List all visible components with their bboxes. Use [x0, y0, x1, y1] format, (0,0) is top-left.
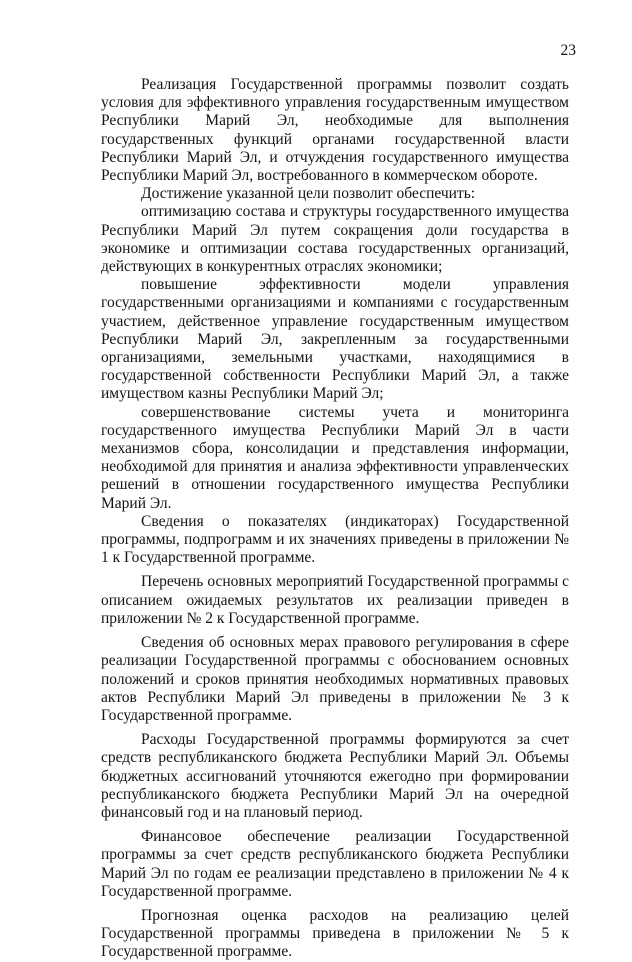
- paragraph: Реализация Государственной программы позволит создать условия для эффективного управления государственным имуществом Республики Марий Эл, необходимые для выполнения государственных функций органами государственной власти Республики Марий Эл, и отчуждения государственного имущества Республики Марий Эл, востребованного в коммерческом обороте.: [101, 76, 569, 185]
- paragraph: повышение эффективности модели управления государственными организациями и компаниями с государственным участием, действенное управление государственным имуществом Республики Марий Эл, закрепленным за государственными организациями, земельными участками, находящимися в государственной собственности Республики Марий Эл, а также имуществом казны Республики Марий Эл;: [101, 276, 569, 403]
- document-body: [101, 76, 569, 962]
- page-number: 23: [560, 42, 576, 59]
- paragraph: оптимизацию состава и структуры государственного имущества Республики Марий Эл путем сокращения доли государства в экономике и оптимизации состава государственных организаций, действующих в конкурентных отраслях экономики;: [101, 203, 569, 276]
- paragraph: Перечень основных мероприятий Государственной программы с описанием ожидаемых результатов их реализации приведен в приложении № 2 к Государственной программе.: [101, 573, 569, 627]
- paragraph: Финансовое обеспечение реализации Государственной программы за счет средств республиканского бюджета Республики Марий Эл по годам ее реализации представлено в приложении № 4 к Государственной программе.: [101, 828, 569, 900]
- paragraph: Расходы Государственной программы формируются за счет средств республиканского бюджета Республики Марий Эл. Объемы бюджетных ассигнований уточняются ежегодно при формировании республиканского бюджета Республики Марий Эл на очередной финансовый год и на плановый период.: [101, 731, 569, 821]
- paragraph: Сведения об основных мерах правового регулирования в сфере реализации Государственной программы с обоснованием основных положений и сроков принятия необходимых нормативных правовых актов Республики Марий Эл приведены в приложении № 3 к Государственной программе.: [101, 634, 569, 724]
- paragraph: Сведения о показателях (индикаторах) Государственной программы, подпрограмм и их значениях приведены в приложении № 1 к Государственной программе.: [101, 512, 569, 567]
- paragraph: Прогнозная оценка расходов на реализацию целей Государственной программы приведена в приложении № 5 к Государственной программе.: [101, 906, 569, 961]
- paragraph: Достижение указанной цели позволит обеспечить:: [141, 185, 476, 203]
- paragraph: совершенствование системы учета и мониторинга государственного имущества Республики Марий Эл в части механизмов сбора, консолидации и представления информации, необходимой для принятия и анализа эффективности управленческих решений в отношении государственного имущества Республики Марий Эл.: [101, 403, 569, 512]
